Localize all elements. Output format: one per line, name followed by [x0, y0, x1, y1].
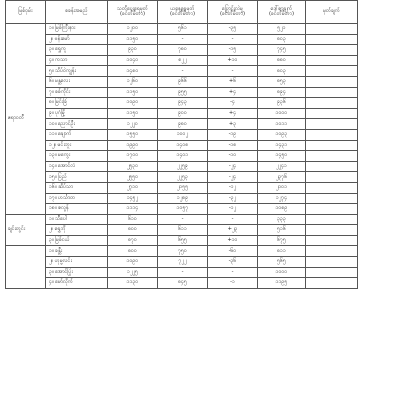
today-level-cell: ၉၆၆	[158, 76, 208, 87]
remark-cell	[306, 140, 358, 151]
remark-cell	[306, 66, 358, 77]
table-row	[6, 76, 358, 87]
danger-level-cell: ၉၃၀	[108, 45, 158, 56]
danger-level-cell: ၂၇၁၀	[108, 182, 158, 193]
today-level-cell: ၂၂၅၃	[158, 172, 208, 183]
station-cell: ၁၆။ ဆိပ်သာ	[46, 182, 108, 193]
remark-cell	[306, 225, 358, 236]
change-cell: -၂၄	[208, 161, 258, 172]
region-cell: ချင်းတွင်း	[6, 214, 46, 246]
remark-cell	[306, 182, 358, 193]
danger-level-cell: ၈၇၀	[108, 235, 158, 246]
station-cell: ၁၁။ ချောက်	[46, 129, 108, 140]
header-change-line1: ပြောင်းလဲမှု	[222, 5, 243, 12]
danger-level-cell: ၈၀၀	[108, 246, 158, 257]
table-row	[6, 129, 358, 140]
danger-level-cell: ၁၅၅၀	[108, 129, 158, 140]
change-cell: -၂၄	[208, 172, 258, 183]
table-row	[6, 214, 358, 225]
today-level-cell: ၆၁၁	[158, 225, 208, 236]
today-level-cell: ၁၂၈၉	[158, 193, 208, 204]
remark-cell	[306, 55, 358, 66]
remark-cell	[306, 129, 358, 140]
station-cell: ၄။ မော်လိုက်	[46, 278, 108, 289]
station-cell: ၁၂။ မင်းဘူး	[46, 140, 108, 151]
today-level-cell: -	[158, 214, 208, 225]
remark-cell	[306, 267, 358, 278]
danger-level-cell: ၁၁၅၀	[108, 34, 158, 45]
remark-cell	[306, 98, 358, 109]
today-level-cell: ၈၄၅	[158, 278, 208, 289]
warning-level-cell: ၂၂၄၁	[258, 161, 306, 172]
today-level-cell: ၂၂၅၉	[158, 161, 208, 172]
station-cell: ၁၇။ ဟင်္သာတ	[46, 193, 108, 204]
station-cell: ၄။ ကသာ	[46, 55, 108, 66]
today-level-cell: ၇၅၀	[158, 246, 208, 257]
table-row	[6, 172, 358, 183]
danger-level-cell: ၁၀၉၀	[108, 98, 158, 109]
warning-level-cell: ၈၀၃	[258, 66, 306, 77]
header-today-level	[158, 1, 208, 24]
table-body	[6, 24, 358, 289]
today-level-cell: ၉၈၀	[158, 119, 208, 130]
change-cell: -၁၉	[208, 129, 258, 140]
station-cell: ၃။ ရွှေကူ	[46, 45, 108, 56]
danger-level-cell: ၁၀၉၀	[108, 257, 158, 268]
remark-cell	[306, 34, 358, 45]
header-remark: မှတ်ချက်	[306, 1, 358, 24]
table-row	[6, 66, 358, 77]
today-level-cell: -	[158, 66, 208, 77]
change-cell: -၃၆	[208, 257, 258, 268]
warning-level-cell: ၈၉၄	[258, 87, 306, 98]
today-level-cell: ၁၄၀၁	[158, 151, 208, 162]
today-level-cell: ၇၈၀	[158, 45, 208, 56]
header-danger-line2: (စင်တီမီတာ)	[119, 11, 146, 17]
station-cell: ၃။ အောင်ပြုံး	[46, 267, 108, 278]
change-cell: -၃၅	[208, 24, 258, 35]
warning-level-cell: ၈၅၃	[258, 76, 306, 87]
warning-level-cell: ၁၀၈၉	[258, 204, 306, 215]
warning-level-cell: ၁၄၅၀	[258, 151, 306, 162]
danger-level-cell: ၂၅၃၀	[108, 161, 158, 172]
table-row	[6, 55, 358, 66]
header-warning-level	[258, 1, 306, 24]
region-cell	[6, 246, 46, 288]
station-cell: ၁၀။ ညောင်ဦး	[46, 119, 108, 130]
today-level-cell: -	[158, 34, 208, 45]
change-cell: -	[208, 66, 258, 77]
region-cell: ဧရာဝတီ	[6, 24, 46, 215]
table-row	[6, 182, 358, 193]
station-cell: ၁။ ခန္တီး	[46, 246, 108, 257]
today-level-cell: ၆၅၅	[158, 235, 208, 246]
change-cell: +၁၀	[208, 55, 258, 66]
warning-level-cell: ၈၀၃	[258, 34, 306, 45]
today-level-cell: -	[158, 267, 208, 278]
today-level-cell: ၉၀၀	[158, 108, 208, 119]
table-row	[6, 161, 358, 172]
station-cell: ၆။ မန္တလေး	[46, 76, 108, 87]
table-row	[6, 204, 358, 215]
today-level-cell: ၁၀၅၇	[158, 204, 208, 215]
remark-cell	[306, 45, 358, 56]
table-row	[6, 98, 358, 109]
remark-cell	[306, 235, 358, 246]
danger-level-cell: ၁၄၅၂	[108, 193, 158, 204]
table-row	[6, 278, 358, 289]
danger-level-cell: ၁၀၄၀	[108, 55, 158, 66]
today-level-cell: ၇၂၂	[158, 257, 208, 268]
station-cell: ၇။ စစ်ကိုင်း	[46, 87, 108, 98]
change-cell: +၄	[208, 87, 258, 98]
change-cell: -၁၅	[208, 45, 258, 56]
remark-cell	[306, 108, 358, 119]
change-cell: -၁၀	[208, 151, 258, 162]
today-level-cell: ၈၂၂	[158, 55, 208, 66]
danger-level-cell: ၁၂၂၅	[108, 267, 158, 278]
remark-cell	[306, 172, 358, 183]
header-change	[208, 1, 258, 24]
change-cell: -	[208, 267, 258, 278]
station-cell: ၂။ ဟုမ္မလင်း	[46, 257, 108, 268]
warning-level-cell: ၈၈၀	[258, 55, 306, 66]
remark-cell	[306, 246, 358, 257]
danger-level-cell: ၁၁၃၀	[108, 278, 158, 289]
warning-level-cell: ၁၄၃၁	[258, 140, 306, 151]
warning-level-cell: ၁၀၀၀	[258, 267, 306, 278]
table-row	[6, 108, 358, 119]
header-station: စခန်းအမည်	[46, 1, 108, 24]
station-cell: ၁၈။ ဇလွန်	[46, 204, 108, 215]
remark-cell	[306, 24, 358, 35]
station-cell: ၈။ မြင်းခြံ	[46, 98, 108, 109]
change-cell: -၁၈	[208, 140, 258, 151]
change-cell: +၂၃	[208, 225, 258, 236]
danger-level-cell: ၁၂၆၀	[108, 76, 158, 87]
table-row	[6, 151, 358, 162]
station-cell: ၁။ မြစ်ကြီးနား	[46, 24, 108, 35]
table-row	[6, 119, 358, 130]
warning-level-cell: ၅၂၁	[258, 24, 306, 35]
table-row	[6, 225, 358, 236]
header-today-line1: ယနေ့ရေမှတ်	[170, 5, 195, 12]
warning-level-cell: ၁၂၇၄	[258, 193, 306, 204]
warning-level-cell: ၆၇၅	[258, 235, 306, 246]
remark-cell	[306, 278, 358, 289]
remark-cell	[306, 87, 358, 98]
change-cell: -	[208, 214, 258, 225]
change-cell: -၁၂	[208, 204, 258, 215]
warning-level-cell: ၁၀၁၁	[258, 119, 306, 130]
change-cell: -၄	[208, 98, 258, 109]
change-cell: -၁	[208, 278, 258, 289]
station-cell: ၁၃။ မကွေး	[46, 151, 108, 162]
danger-level-cell: ၁၄၈၀	[108, 66, 158, 77]
table-row	[6, 267, 358, 278]
remark-cell	[306, 204, 358, 215]
danger-level-cell: ၁၉၉၀	[108, 140, 158, 151]
remark-cell	[306, 257, 358, 268]
warning-level-cell: ၉၃၆	[258, 98, 306, 109]
today-level-cell: ၅၆၁	[158, 24, 208, 35]
change-cell: +၃	[208, 119, 258, 130]
warning-level-cell: ၃၃၃	[258, 214, 306, 225]
warning-level-cell: ၁၀၀၀	[258, 108, 306, 119]
station-cell: ၂။ ရွှေဘို	[46, 225, 108, 236]
header-region: မြစ်ဝှမ်း	[6, 1, 46, 24]
station-cell: ၂။ ဗန်းမော်	[46, 34, 108, 45]
table-row	[6, 246, 358, 257]
danger-level-cell: ၈၀၀	[108, 225, 158, 236]
station-cell: ၉။ ပုဂံမြို့	[46, 108, 108, 119]
header-danger-level	[108, 1, 158, 24]
remark-cell	[306, 193, 358, 204]
station-cell: ၅။ သိပ်ဝဲကျွန်း	[46, 66, 108, 77]
change-cell: +၄	[208, 108, 258, 119]
today-level-cell: ၉၄၃	[158, 98, 208, 109]
header-today-line2: (စင်တီမီတာ)	[169, 11, 196, 17]
header-change-line2: (စင်တီမီတာ)	[219, 11, 246, 17]
table-row	[6, 235, 358, 246]
change-cell: +၁၀	[208, 235, 258, 246]
danger-level-cell: ၁၁၅၀	[108, 87, 158, 98]
warning-level-cell: ၅၁၆	[258, 225, 306, 236]
header-warn-line2: (စင်တီမီတာ)	[268, 11, 295, 17]
station-cell: ၁၄။ အောင်လံ	[46, 161, 108, 172]
warning-level-cell: ၈၁၁	[258, 246, 306, 257]
today-level-cell: ၁၄၀၈	[158, 140, 208, 151]
danger-level-cell: ၆၁၀	[108, 214, 158, 225]
danger-level-cell: ၁၂၂၀	[108, 119, 158, 130]
warning-level-cell: ၅၆၅	[258, 257, 306, 268]
warning-level-cell: ၁၀၉၃	[258, 129, 306, 140]
table-row	[6, 140, 358, 151]
station-cell: ၃။ မြစ်ငယ်	[46, 235, 108, 246]
table-row	[6, 24, 358, 35]
change-cell: -၁၂	[208, 182, 258, 193]
danger-level-cell: ၁၁၁၄	[108, 204, 158, 215]
station-cell: ၁။ သီပေါ	[46, 214, 108, 225]
remark-cell	[306, 161, 358, 172]
danger-level-cell: ၂၅၅၀	[108, 172, 158, 183]
table-row	[6, 34, 358, 45]
water-level-table	[5, 0, 358, 289]
danger-level-cell: ၁၂၀၀	[108, 24, 158, 35]
header-warn-line1: ဒေါ်ဇာချက်	[270, 5, 293, 12]
today-level-cell: ၂၁၅၅	[158, 182, 208, 193]
warning-level-cell: ၁၁၉၅	[258, 278, 306, 289]
table-row	[6, 193, 358, 204]
remark-cell	[306, 76, 358, 87]
change-cell: -၃၂	[208, 193, 258, 204]
remark-cell	[306, 214, 358, 225]
today-level-cell: ၁၀၀၂	[158, 129, 208, 140]
table-row	[6, 45, 358, 56]
table-row	[6, 257, 358, 268]
header-danger-line1: သတိပေးရေမှတ်	[117, 5, 148, 12]
station-cell: ၁၅။ ပြည်	[46, 172, 108, 183]
change-cell: -၆၀	[208, 246, 258, 257]
warning-level-cell: ၂၁၀၁	[258, 182, 306, 193]
warning-level-cell: ၇၄၅	[258, 45, 306, 56]
today-level-cell: ၉၅၅	[158, 87, 208, 98]
change-cell: +၆	[208, 76, 258, 87]
warning-level-cell: ၂၃၇၆	[258, 172, 306, 183]
table-header-row	[6, 1, 358, 24]
remark-cell	[306, 119, 358, 130]
table-row	[6, 87, 358, 98]
danger-level-cell: ၁၇၀၀	[108, 151, 158, 162]
danger-level-cell: ၁၁၅၀	[108, 108, 158, 119]
remark-cell	[306, 151, 358, 162]
change-cell: -	[208, 34, 258, 45]
